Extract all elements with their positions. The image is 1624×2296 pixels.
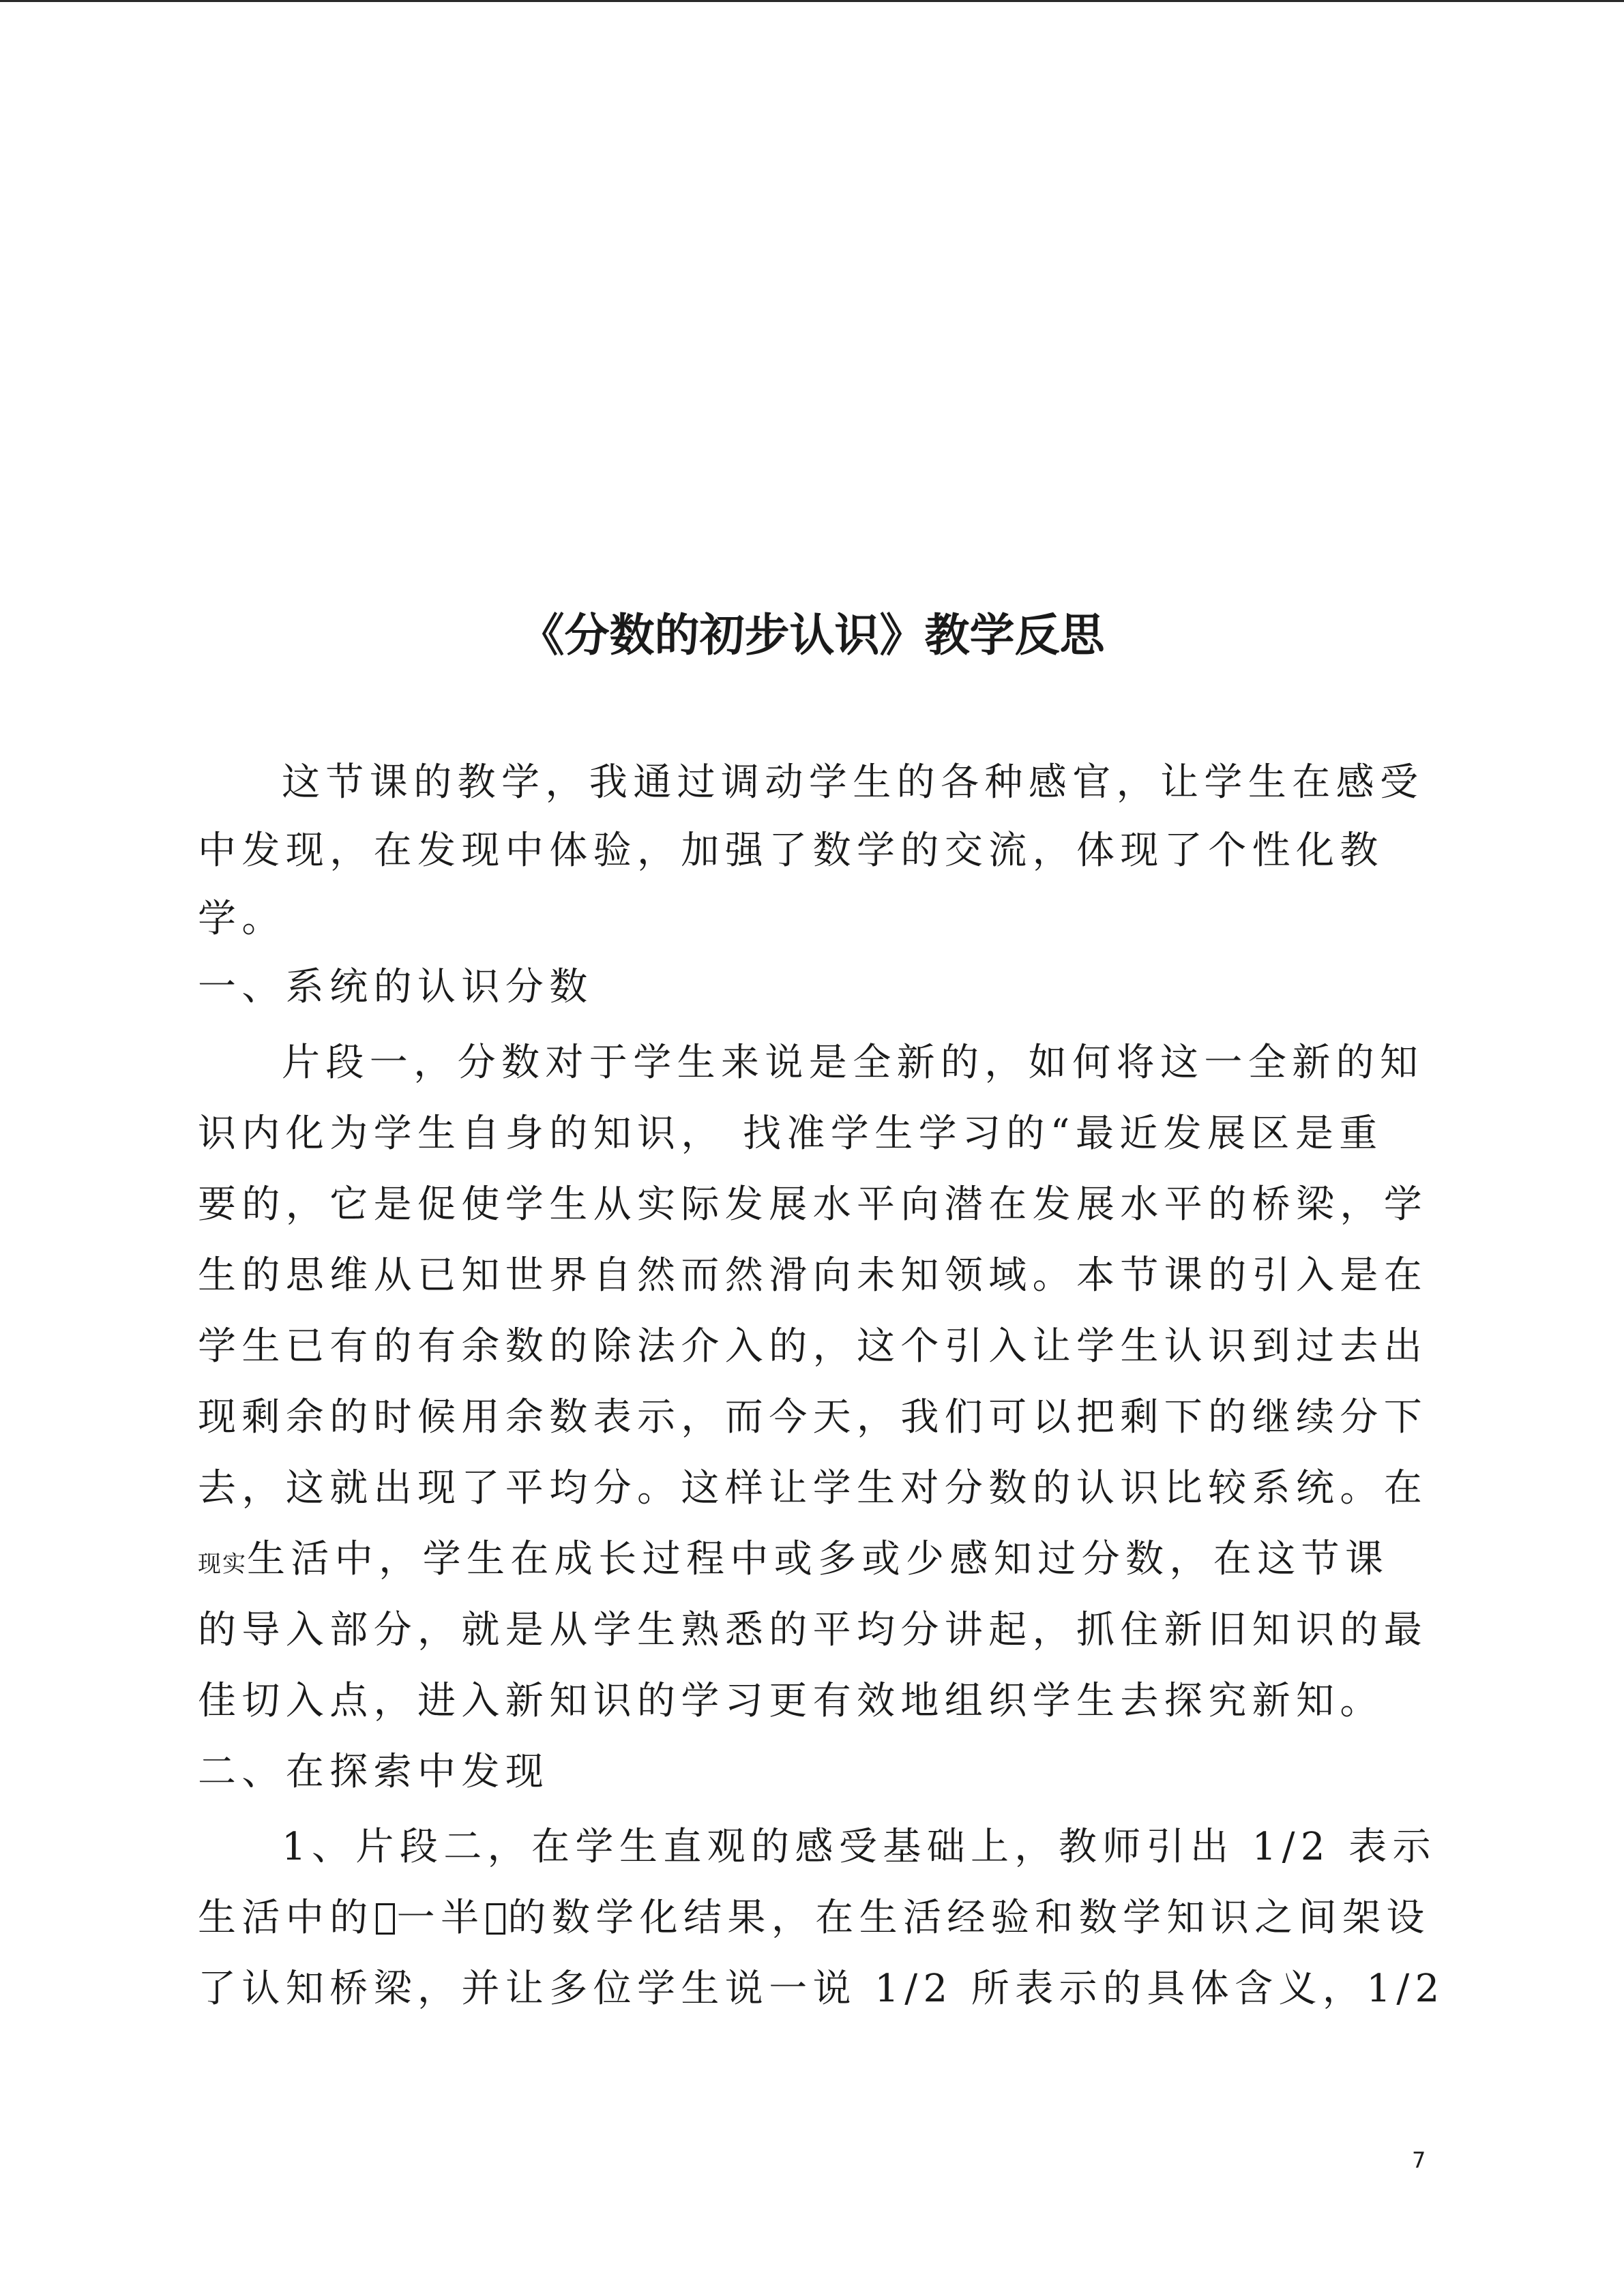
- text-line: 中发现，在发现中体验，加强了数学的交流，体现了个性化教: [198, 829, 1384, 873]
- text-line: 识内化为学生自身的知识， 找准学生学习的“最近发展区是重: [198, 1112, 1383, 1156]
- section-heading: 一、系统的认识分数: [198, 965, 593, 1009]
- text-line: [198, 1884, 1430, 1952]
- text-line: 去，这就出现了平均分。这样让学生对分数的认识比较系统。在: [198, 1466, 1428, 1510]
- missing-glyph-box: [486, 1903, 505, 1935]
- text-line: [198, 1525, 1389, 1594]
- text-fragment: 生活中的: [198, 1896, 374, 1940]
- text-line: 学生已有的有余数的除法介入的，这个引入让学生认识到过去出: [198, 1324, 1428, 1369]
- page-title: 《分数的初步认识》教学反思: [519, 609, 1105, 661]
- text-line: 1、片段二，在学生直观的感受基础上，教师引出 1/2 表示: [282, 1825, 1436, 1869]
- text-line: 片段一，分数对于学生来说是全新的，如何将这一全新的知: [282, 1041, 1424, 1085]
- text-line: 了认知桥梁，并让多位学生说一说 1/2 所表示的具体含义，1/2: [198, 1967, 1445, 2011]
- text-line: 现剩余的时候用余数表示，而今天，我们可以把剩下的继续分下: [198, 1395, 1428, 1440]
- text-line: 佳切入点，进入新知识的学习更有效地组织学生去探究新知。: [198, 1679, 1384, 1723]
- page-number: 7: [1412, 2147, 1426, 2173]
- top-border-line: [0, 0, 1624, 2]
- section-heading: 二、在探索中发现: [198, 1750, 550, 1794]
- text-line: 这节课的教学，我通过调动学生的各种感官，让学生在感受: [282, 760, 1424, 805]
- text-fragment: 一半: [396, 1896, 485, 1940]
- missing-glyph-box: [376, 1903, 395, 1935]
- text-fragment: 生活中，学生在成长过程中或多或少感知过分数，在这节课: [247, 1537, 1389, 1581]
- text-line: 生的思维从已知世界自然而然滑向未知领域。本节课的引入是在: [198, 1253, 1428, 1298]
- small-text: 现实: [198, 1551, 247, 1578]
- text-line: 要的，它是促使学生从实际发展水平向潜在发展水平的桥梁，学: [198, 1182, 1428, 1227]
- text-line: 学。: [198, 897, 286, 941]
- text-line: 的导入部分，就是从学生熟悉的平均分讲起，抓住新旧知识的最: [198, 1608, 1428, 1652]
- text-fragment: 的数学化结果，在生活经验和数学知识之间架设: [507, 1896, 1430, 1940]
